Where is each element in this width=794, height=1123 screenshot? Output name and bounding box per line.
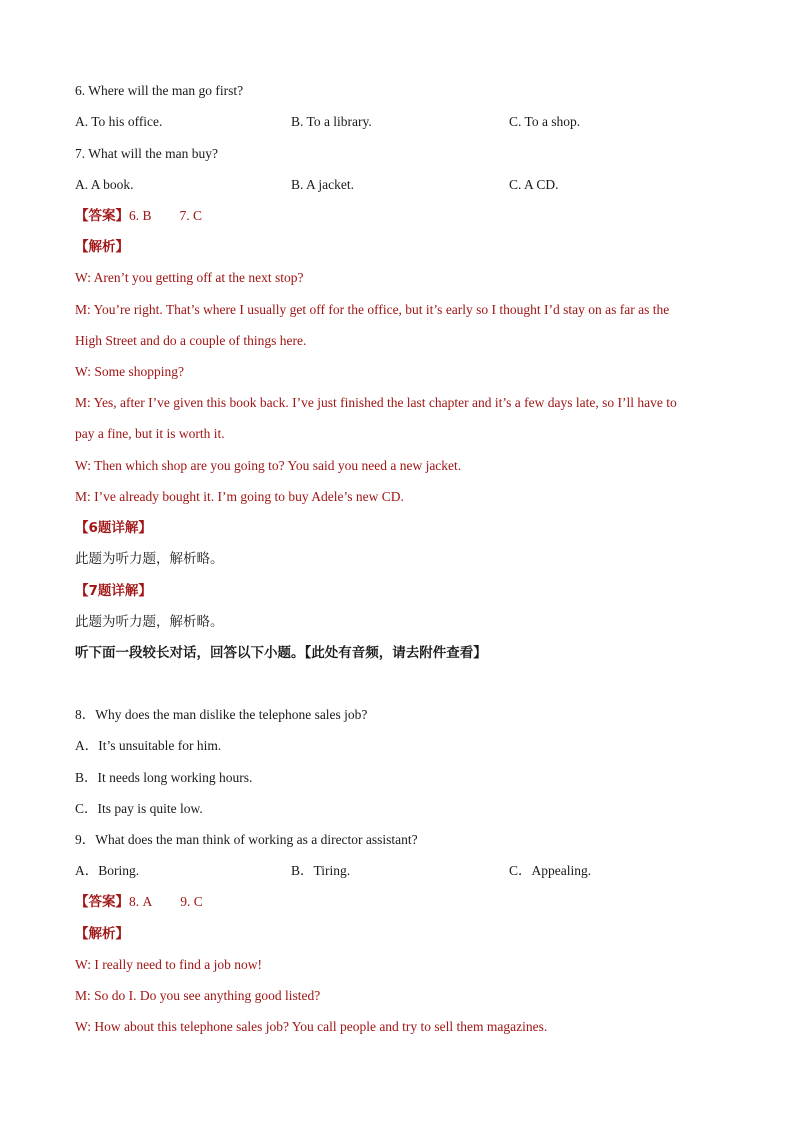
detail-7-text: 此题为听力题，解析略。 [75, 614, 224, 630]
dialogue-line: M: Yes, after I’ve given this book back. I’ve just finished the last chapter and it’s a few days late, so I’ll have to [75, 395, 677, 410]
answer-9: 9. C [180, 894, 203, 909]
answer-line-2 [75, 893, 203, 911]
dialogue-line: W: How about this telephone sales job? You call people and try to sell them magazines. [75, 1019, 548, 1034]
detail-7-label: 【7题详解】 [75, 583, 152, 599]
dialogue-line: W: Aren’t you getting off at the next stop? [75, 270, 304, 285]
question-9: 9．What does the man think of working as a director assistant? [75, 832, 418, 847]
analysis-label: 【解析】 [75, 239, 129, 255]
answer-label: 【答案】 [75, 208, 129, 224]
question-6: 6. Where will the man go first? [75, 83, 244, 98]
analysis-label: 【解析】 [75, 926, 129, 942]
dialogue-line: High Street and do a couple of things here. [75, 333, 307, 348]
answer-8: 8. A [129, 894, 153, 909]
q8-option-a: A．It’s unsuitable for him. [75, 738, 222, 753]
q8-option-b: B．It needs long working hours. [75, 770, 253, 785]
dialogue-line: pay a fine, but it is worth it. [75, 426, 225, 441]
answer-line-1 [75, 207, 202, 225]
detail-6-label: 【6题详解】 [75, 520, 152, 536]
answer-6: 6. B [129, 208, 152, 223]
answer-label: 【答案】 [75, 894, 129, 910]
dialogue-line: W: Some shopping? [75, 364, 184, 379]
dialogue-line: M: You’re right. That’s where I usually get off for the office, but it’s early so I thought I’d stay on as far as the [75, 302, 670, 317]
q6-option-b: B. To a library. [291, 114, 372, 129]
q8-option-c: C．Its pay is quite low. [75, 801, 203, 816]
detail-6-text: 此题为听力题，解析略。 [75, 551, 224, 567]
q9-option-c: C．Appealing. [509, 863, 592, 878]
listening-instruction: 听下面一段较长对话，回答以下小题。【此处有音频，请去附件查看】 [75, 645, 487, 661]
q6-option-a: A. To his office. [75, 114, 163, 129]
question-7: 7. What will the man buy? [75, 146, 218, 161]
question-8: 8．Why does the man dislike the telephone sales job? [75, 707, 368, 722]
q7-option-b: B. A jacket. [291, 177, 354, 192]
q9-option-a: A．Boring. [75, 863, 140, 878]
q9-option-b: B．Tiring. [291, 863, 351, 878]
q7-option-c: C. A CD. [509, 177, 559, 192]
dialogue-line: M: I’ve already bought it. I’m going to buy Adele’s new CD. [75, 489, 404, 504]
q6-option-c: C. To a shop. [509, 114, 581, 129]
dialogue-line: W: I really need to find a job now! [75, 957, 262, 972]
q7-option-a: A. A book. [75, 177, 134, 192]
dialogue-line: W: Then which shop are you going to? You said you need a new jacket. [75, 458, 462, 473]
dialogue-line: M: So do I. Do you see anything good listed? [75, 988, 321, 1003]
answer-7: 7. C [179, 208, 203, 223]
